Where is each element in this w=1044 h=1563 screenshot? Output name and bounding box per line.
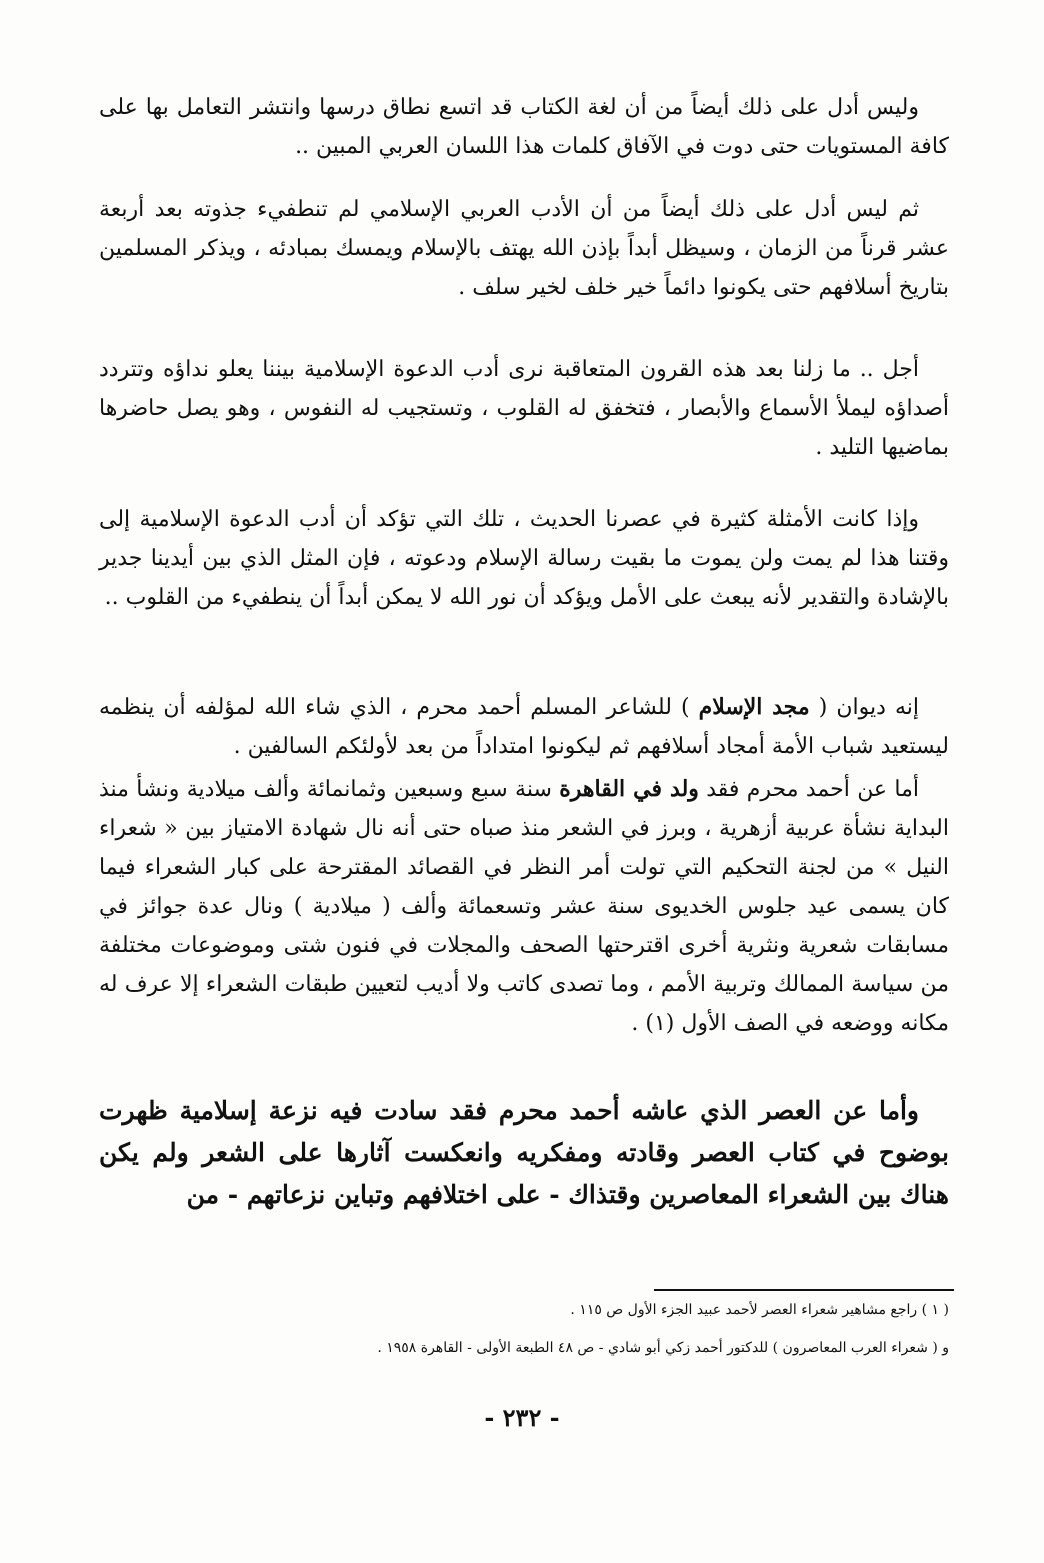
page-number: - ٢٣٢ - [484,1403,560,1432]
paragraph-5-lead: إنه ديوان ( [809,695,919,720]
diwan-title: مجد الإسلام [698,694,810,720]
birthplace-highlight: ولد في القاهرة [559,776,699,802]
paragraph-1: وليس أدل على ذلك أيضاً من أن لغة الكتاب قد اتسع نطاق درسها وانتشر التعامل بها على كافة المستويات حتى دوت في الآفاق كلمات هذا اللسان العربي المبين .. [99,95,949,159]
paragraph-5-rest: ) للشاعر المسلم أحمد محرم ، الذي شاء الله لمؤلفه أن ينظمه ليستعيد شباب الأمة أمجاد أسلافهم ثم ليكونوا امتداداً من بعد لأولئكم السالفين . [99,695,949,759]
paragraph-2: ثم ليس أدل على ذلك أيضاً من أن الأدب العربي الإسلامي لم تنطفيء جذوته بعد أربعة عشر قرناً من الزمان ، وسيظل أبداً بإذن الله يهتف بالإسلام ويمسك بمبادئه ، ويذكر المسلمين بتاريخ أسلافهم حتى يكونوا دائماً خير خلف لخير سلف . [99,197,949,300]
paragraph-4: وإذا كانت الأمثلة كثيرة في عصرنا الحديث ، تلك التي تؤكد أن أدب الدعوة الإسلامية إلى وقتنا هذا لم يمت ولن يموت ما بقيت رسالة الإسلام ودعوته ، فإن المثل الذي بين أيدينا جدير بالإشادة والتقدير لأنه يبعث على الأمل ويؤكد أن نور الله لا يمكن أبداً أن ينطفيء من القلوب .. [99,507,949,610]
paragraph-3: أجل .. ما زلنا بعد هذه القرون المتعاقبة نرى أدب الدعوة الإسلامية بيننا يعلو نداؤه وتتردد أصداؤه ليملأ الأسماع والأبصار ، فتخفق له القلوب ، وتستجيب له النفوس ، وهو يصل حاضرها بماضيها التليد . [99,357,949,460]
paragraph-6-rest: سنة سبع وسبعين وثمانمائة وألف ميلادية ونشأ منذ البداية نشأة عربية أزهرية ، وبرز في الشعر منذ صباه حتى أنه نال شهادة الامتياز بين « شعراء النيل » من لجنة التحكيم التي تولت أمر النظر في القصائد المقترحة على كبار الشعراء فيما كان يسمى عيد جلوس الخديوى سنة عشر وتسعمائة وألف ( ميلادية ) ونال عدة جوائز في مسابقات شعرية ونثرية أخرى اقترحتها الصحف والمجلات في فنون شتى وموضوعات مختلفة من سياسة الممالك وتربية الأمم ، وما تصدى كاتب ولا أديب لتعيين طبقات الشعراء إلا عرف له مكانه ووضعه في الصف الأول (١) . [99,777,950,1036]
footnote-2: و ( شعراء العرب المعاصرون ) للدكتور أحمد زكي أبو شادي - ص ٤٨ الطبعة الأولى - القاهرة ١٩٥٨ . [377,1340,949,1356]
paragraph-7-bold: وأما عن العصر الذي عاشه أحمد محرم فقد سادت فيه نزعة إسلامية ظهرت بوضوح في كتاب العصر وقادته ومفكريه وانعكست آثارها على الشعر ولم يكن هناك بين الشعراء المعاصرين وقتذاك - على اختلافهم وتباين نزعاتهم - من [99,1096,949,1209]
paragraph-6-lead: أما عن أحمد محرم فقد [698,777,920,802]
paragraph-5 [99,688,949,766]
footnote-1: ( ١ ) راجع مشاهير شعراء العصر لأحمد عبيد الجزء الأول ص ١١٥ . [570,1302,949,1318]
footnote-divider [654,1289,954,1291]
paragraph-6 [99,770,949,1043]
